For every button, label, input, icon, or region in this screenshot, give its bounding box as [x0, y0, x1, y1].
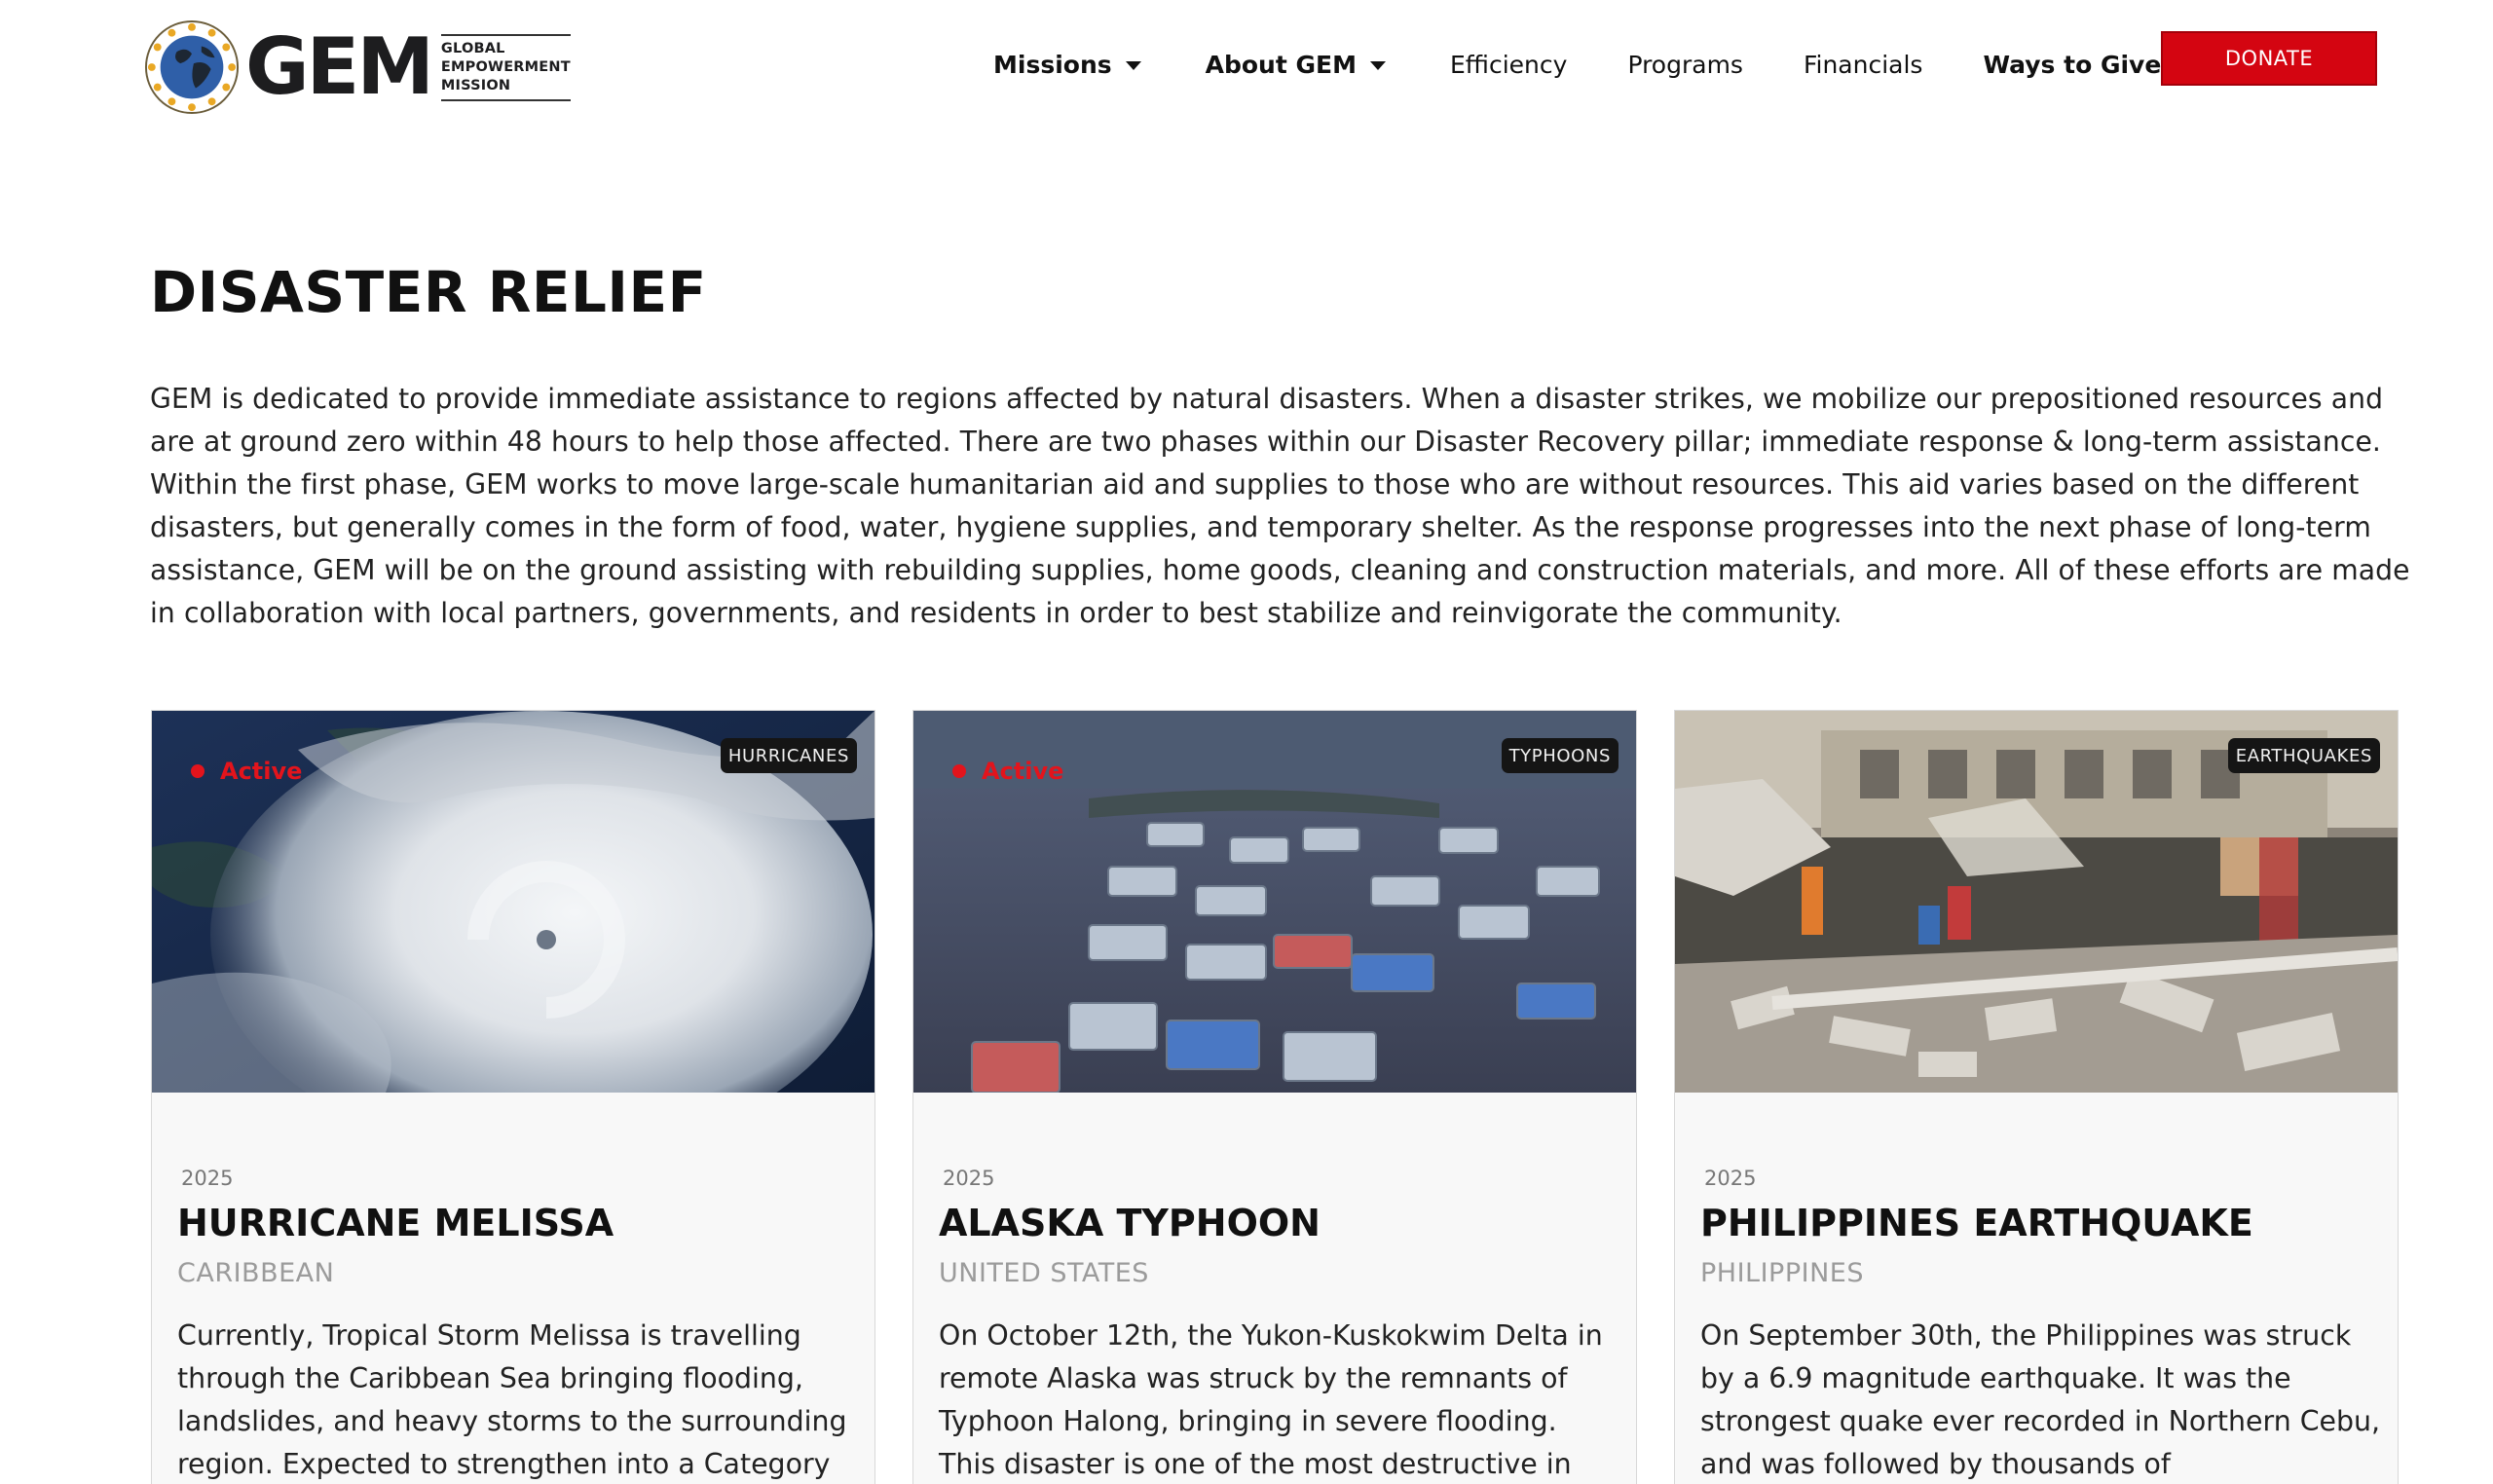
card-title[interactable]: PHILIPPINES EARTHQUAKE — [1700, 1202, 2253, 1244]
logo-tagline-line: EMPOWERMENT — [440, 58, 571, 75]
nav-item-missions[interactable] — [993, 51, 1141, 79]
card-year: 2025 — [181, 1167, 234, 1190]
card-region: PHILIPPINES — [1700, 1258, 1864, 1288]
main-nav — [993, 45, 2190, 84]
nav-item-label: Efficiency — [1450, 50, 1568, 79]
card-description: On September 30th, the Philippines was struck by a 6.9 magnitude earthquake. It was the strongest quake ever recorded in Northern Cebu, and was followed by thousands of — [1700, 1319, 2381, 1480]
nav-item-ways-to-give[interactable] — [1983, 51, 2190, 79]
category-tag[interactable]: HURRICANES — [721, 738, 857, 773]
card-title[interactable]: ALASKA TYPHOON — [939, 1202, 1321, 1244]
status-badge — [191, 758, 302, 785]
nav-item-label: Financials — [1803, 50, 1923, 79]
page-intro: GEM is dedicated to provide immediate assistance to regions affected by natural disasters. When a disaster strikes, we mobilize our prepositioned resources and are at ground zero within 48 hours to help those affected. There are two phases within our Disaster Recovery pillar; immediate response & long-term assistance. Within the first phase, GEM works to move large-scale humanitarian aid and supplies to those who are without resources. This aid varies based on the different disasters, but generally comes in the form of food, water, hygiene supplies, and temporary shelter. As the response progresses into the next phase of long-term assistance, GEM will be on the ground assisting with rebuilding supplies, home goods, cleaning and construction materials, and more. All of these efforts are made in collaboration with local partners, governments, and residents in order to best stabilize and reinvigorate the community. — [150, 383, 2410, 629]
disaster-card-alaska-typhoon[interactable] — [912, 710, 1637, 1484]
nav-item-about-gem[interactable] — [1206, 51, 1386, 79]
disaster-card-hurricane-melissa[interactable] — [151, 710, 875, 1484]
nav-item-label: Ways to Give — [1983, 50, 2162, 79]
card-year: 2025 — [1704, 1167, 1757, 1190]
site-logo[interactable] — [144, 19, 573, 115]
card-region: CARIBBEAN — [177, 1258, 335, 1288]
nav-item-efficiency[interactable] — [1450, 51, 1567, 79]
site-header — [0, 0, 2493, 129]
logo-tagline — [441, 34, 571, 101]
category-tag[interactable]: EARTHQUAKES — [2228, 738, 2380, 773]
page-title: DISASTER RELIEF — [150, 259, 707, 325]
status-label: Active — [220, 758, 303, 785]
caret-down-icon — [1126, 61, 1141, 70]
nav-item-label: Missions — [993, 50, 1112, 79]
logo-tagline-line: MISSION — [440, 77, 511, 93]
card-title[interactable]: HURRICANE MELISSA — [177, 1202, 614, 1244]
globe-logo-icon — [144, 19, 240, 115]
caret-down-icon — [1370, 61, 1386, 70]
card-year: 2025 — [943, 1167, 995, 1190]
card-description: Currently, Tropical Storm Melissa is travelling through the Caribbean Sea bringing flooding, landslides, and heavy storms to the surrounding region. Expected to strengthen into a Category — [177, 1319, 847, 1480]
logo-wordmark: GEM — [245, 21, 431, 112]
status-label: Active — [982, 758, 1064, 785]
status-dot-icon — [952, 764, 966, 778]
nav-item-label: About GEM — [1205, 50, 1357, 79]
nav-item-financials[interactable] — [1804, 51, 1923, 79]
disaster-card-philippines-earthquake[interactable] — [1674, 710, 2399, 1484]
status-badge — [952, 758, 1063, 785]
nav-item-label: Programs — [1627, 50, 1743, 79]
status-dot-icon — [191, 764, 205, 778]
card-region: UNITED STATES — [939, 1258, 1149, 1288]
category-tag[interactable]: TYPHOONS — [1502, 738, 1619, 773]
card-description: On October 12th, the Yukon-Kuskokwim Delta in remote Alaska was struck by the remnants of Typhoon Halong, bringing in severe flooding. This disaster is one of the most destructive in — [939, 1319, 1603, 1480]
donate-button[interactable]: DONATE — [2161, 31, 2377, 86]
nav-item-programs[interactable] — [1627, 51, 1743, 79]
logo-tagline-line: GLOBAL — [440, 40, 505, 56]
